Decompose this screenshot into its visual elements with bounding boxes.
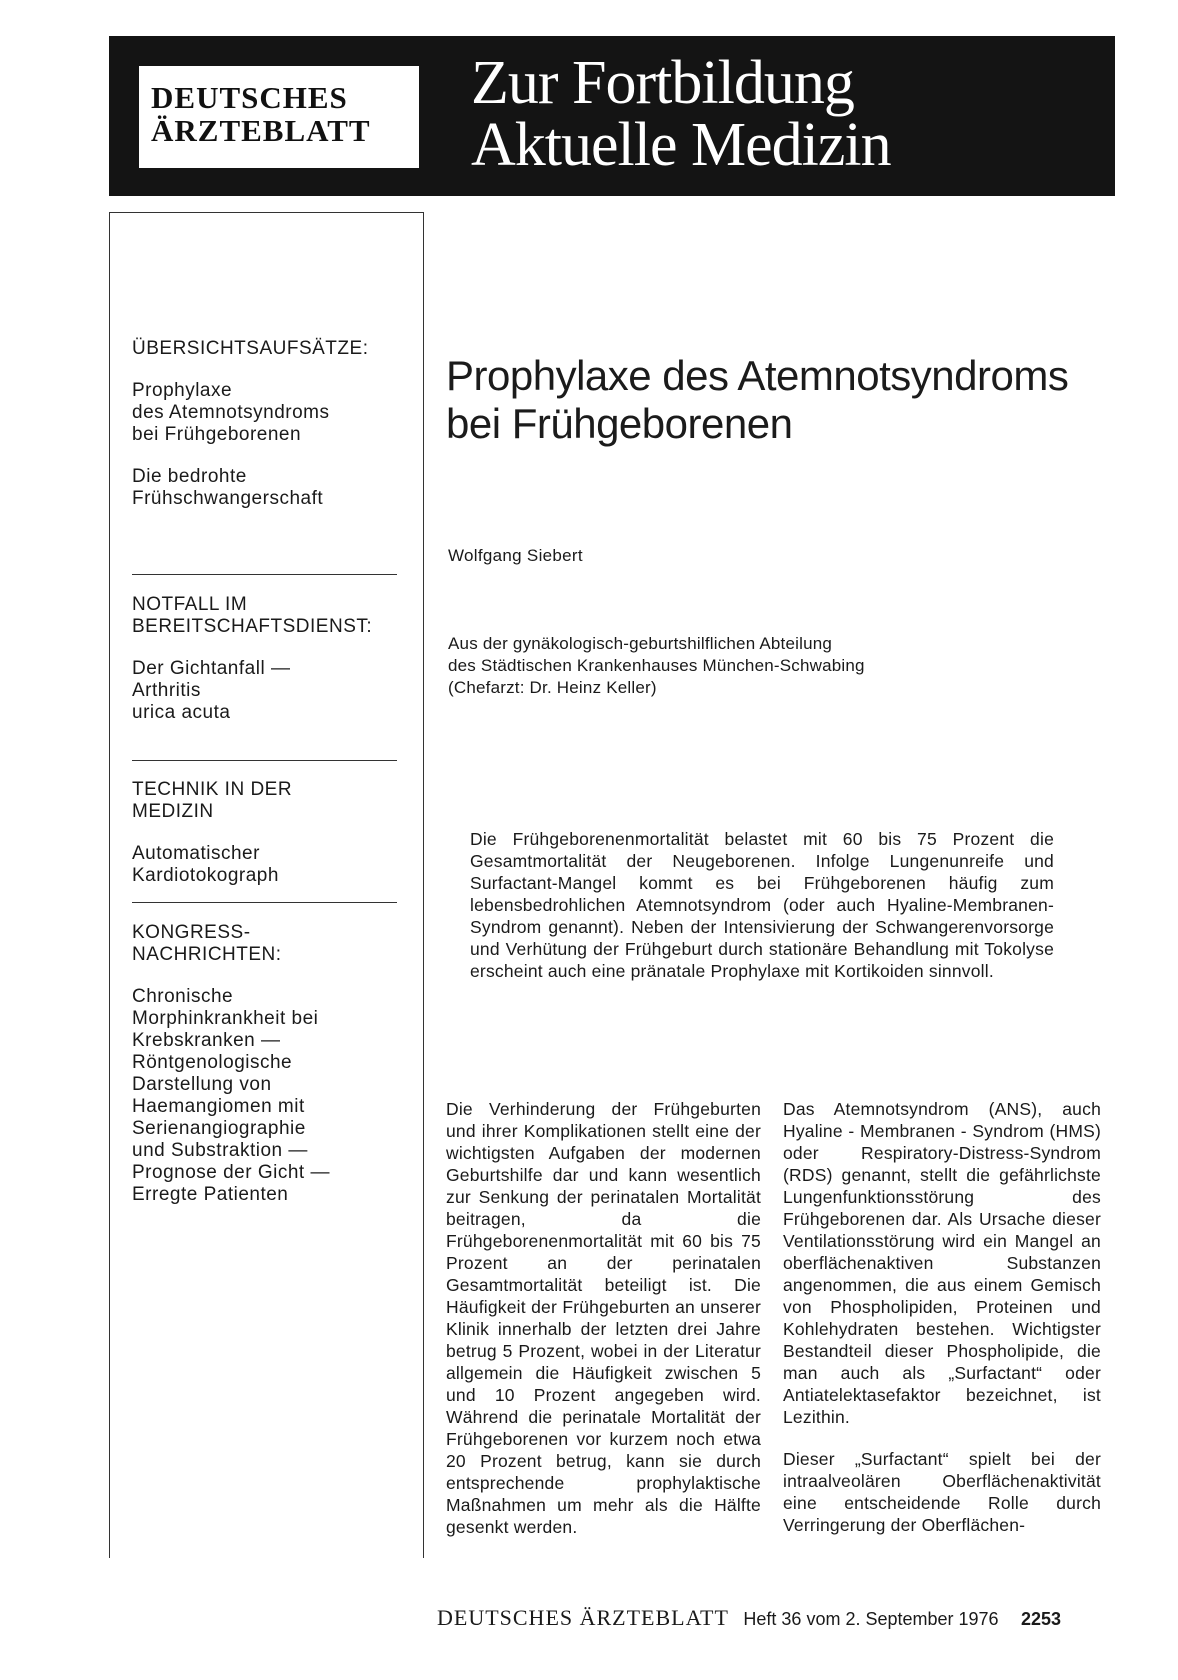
body-column-2 [783, 1098, 1101, 1556]
sidebar-section-uebersicht [132, 338, 402, 530]
article-affiliation: Aus der gynäkologisch-geburtshilflichen Abteilung des Städtischen Krankenhauses München-Schwabing (Chefarzt: Dr. Heinz Keller) [448, 634, 865, 697]
footer-journal-name: DEUTSCHES ÄRZTEBLATT [437, 1605, 729, 1630]
sidebar-heading: TECHNIK IN DER MEDIZIN [132, 779, 293, 822]
page-number: 2253 [1021, 1609, 1062, 1629]
sidebar-divider [132, 902, 397, 903]
sidebar-item: Chronische Morphinkrankheit bei Krebskranken — Röntgenologische Darstellung von Haemangiomen mit Serienangiographie und Substraktion — Prognose der Gicht — Erregte Patienten [132, 986, 330, 1205]
body-paragraph: Die Verhinderung der Frühgeburten und ihrer Komplikationen stellt eine der wichtigsten Aufgaben der modernen Geburtshilfe dar und kann wesentlich zur Senkung der perinatalen Mortalität beitragen, da die Frühgeborenenmortalität mit 60 bis 75 Prozent an der perinatalen Gesamtmortalität beteiligt ist. Die Häufigkeit der Frühgeburten an unserer Klinik innerhalb der letzten drei Jahre betrug 5 Prozent, wobei in der Literatur allgemein die Häufigkeit zwischen 5 und 10 Prozent angegeben wird. Während die perinatale Mortalität der Frühgeborenen vor kurzem noch etwa 20 Prozent betrug, kann sie durch entsprechende prophylaktische Maßnahmen um mehr als die Hälfte gesenkt werden. [446, 1099, 761, 1537]
article-title: Prophylaxe des Atemnotsyndroms bei Frühgeborenen [446, 352, 1069, 447]
sidebar-item: Der Gichtanfall — Arthritis urica acuta [132, 658, 291, 723]
sidebar-divider [132, 760, 397, 761]
logo-line-2: ÄRZTEBLATT [151, 113, 371, 148]
contents-sidebar [109, 212, 424, 1558]
sidebar-section-notfall [132, 594, 402, 744]
page-footer [437, 1605, 1107, 1635]
section-title-line-1: Zur Fortbildung [471, 49, 854, 117]
sidebar-divider [132, 574, 397, 575]
article-author: Wolfgang Siebert [448, 546, 583, 565]
sidebar-heading: ÜBERSICHTSAUFSÄTZE: [132, 338, 369, 359]
body-paragraph: Dieser „Surfactant“ spielt bei der intraalveolären Oberflächenaktivität eine entscheidende Rolle durch Verringerung der Oberflächen- [783, 1449, 1101, 1535]
body-column-1 [446, 1098, 761, 1558]
sidebar-item: Automatischer Kardiotokograph [132, 843, 279, 886]
logo-line-1: DEUTSCHES [151, 80, 348, 115]
section-title [471, 49, 891, 179]
body-paragraph: Das Atemnotsyndrom (ANS), auch Hyaline - Membranen - Syndrom (HMS) oder Respiratory-Distress-Syndrom (RDS) genannt, stellt die gefährlichste Lungenfunktionsstörung des Frühgeborenen dar. Als Ursache dieser Ventilationsstörung wird ein Mangel an oberflächenaktiven Substanzen angenommen, die aus einem Gemisch von Phospholipiden, Proteinen und Kohlehydraten bestehen. Wichtigster Bestandteil dieser Phospholipide, die man auch als „Surfactant“ oder Antiatelektasefaktor bezeichnet, ist Lezithin. [783, 1099, 1101, 1427]
sidebar-heading: KONGRESS- NACHRICHTEN: [132, 922, 282, 965]
sidebar-section-technik [132, 779, 402, 907]
sidebar-heading: NOTFALL IM BEREITSCHAFTSDIENST: [132, 594, 373, 637]
footer-issue: Heft 36 vom 2. September 1976 [743, 1609, 999, 1629]
article-abstract: Die Frühgeborenenmortalität belastet mit 60 bis 75 Prozent die Gesamtmortalität der Neugeborenen. Infolge Lungenunreife und Surfactant-Mangel kommt es bei Frühgeborenen häufig zum lebensbedrohlichen Atemnotsyndrom (oder auch Hyaline-Membranen-Syndrom genannt). Neben der Intensivierung der Schwangerenvorsorge und Verhütung der Frühgeburt durch stationäre Behandlung mit Tokolyse erscheint auch eine pränatale Prophylaxe mit Kortikoiden sinnvoll. [470, 829, 1054, 981]
masthead-banner [109, 36, 1115, 196]
sidebar-item: Prophylaxe des Atemnotsyndroms bei Frühgeborenen [132, 380, 330, 445]
section-title-line-2: Aktuelle Medizin [471, 111, 891, 179]
journal-logo [139, 66, 419, 168]
sidebar-item: Die bedrohte Frühschwangerschaft [132, 466, 324, 509]
sidebar-section-kongress [132, 922, 402, 1226]
